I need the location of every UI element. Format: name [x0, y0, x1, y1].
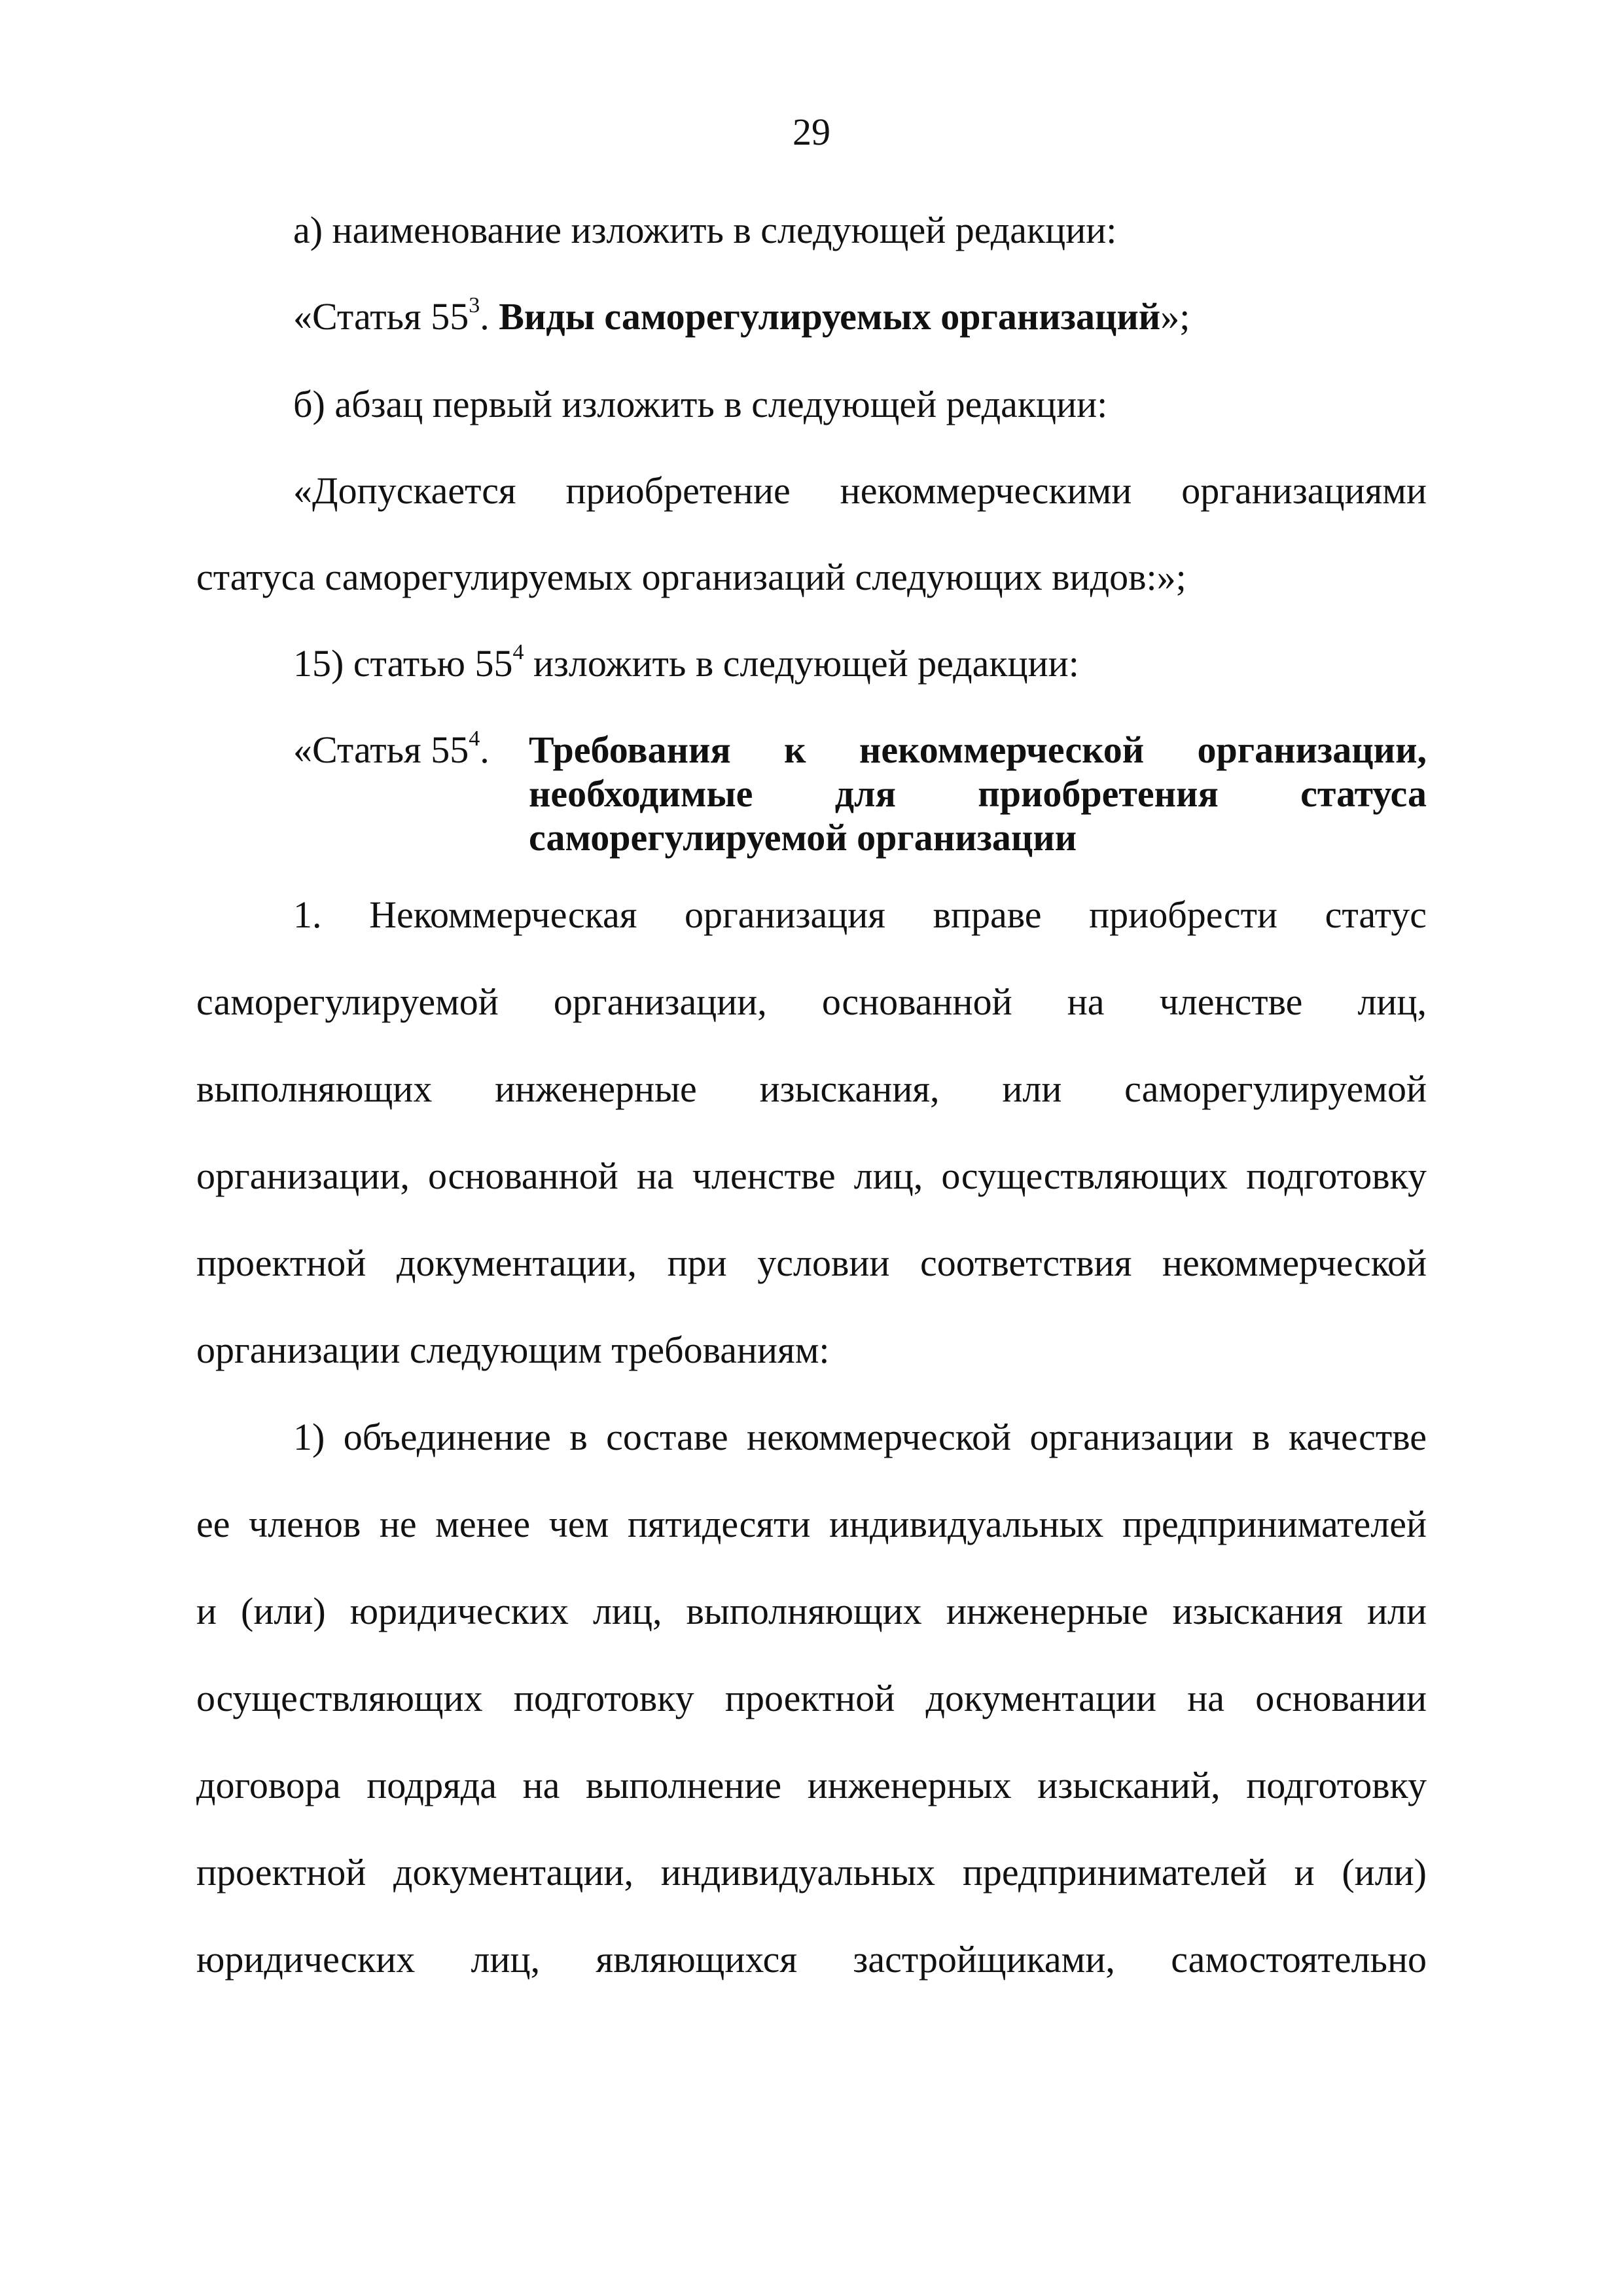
body-line: проектной документации, при условии соответствия некоммерческой: [196, 1242, 1427, 1284]
page-number: 29: [793, 111, 830, 153]
article-separator: .: [480, 295, 499, 338]
quoted-line-1: «Допускается приобретение некоммерческими организациями: [293, 469, 1427, 512]
article-55-3-heading: [293, 295, 1427, 338]
article-title: Виды саморегулируемых организаций: [499, 295, 1161, 338]
body-line: проектной документации, индивидуальных предпринимателей и (или): [196, 1851, 1427, 1893]
paragraph-15: 15) статью $55^4$ изложить в следующей редакции:: [293, 640, 1079, 685]
article-suffix: »;: [1160, 295, 1190, 338]
body-line: организации следующим требованиям:: [196, 1329, 830, 1371]
paragraph-b: б) абзац первый изложить в следующей редакции:: [293, 383, 1108, 425]
title-line: саморегулируемой организации: [529, 816, 1077, 859]
body-line: организации, основанной на членстве лиц, осуществляющих подготовку: [196, 1155, 1427, 1197]
body-line: юридических лиц, являющихся застройщиками, самостоятельно: [196, 1938, 1427, 1981]
article-55-4-title: [529, 728, 1427, 859]
body-line: и (или) юридических лиц, выполняющих инженерные изыскания или: [196, 1590, 1427, 1632]
title-line: необходимые для приобретения статуса: [529, 772, 1427, 815]
paragraph-a: а) наименование изложить в следующей редакции:: [293, 209, 1117, 251]
article-superscript: 4: [469, 726, 480, 751]
body-line: осуществляющих подготовку проектной документации на основании: [196, 1677, 1427, 1719]
body-line: 1) объединение в составе некоммерческой организации в качестве: [293, 1416, 1427, 1458]
body-line: ее членов не менее чем пятидесяти индивидуальных предпринимателей: [196, 1503, 1427, 1545]
quoted-line-2: статуса саморегулируемых организаций следующих видов:»;: [196, 556, 1186, 598]
title-line: Требования к некоммерческой организации,: [529, 728, 1427, 771]
body-line: 1. Некоммерческая организация вправе приобрести статус: [293, 893, 1427, 936]
superscript: 4: [512, 640, 524, 664]
body-line: договора подряда на выполнение инженерных изысканий, подготовку: [196, 1764, 1427, 1806]
article-55-4-label: «Статья $55^4$.: [293, 726, 490, 771]
body-line: саморегулируемой организации, основанной на членстве лиц,: [196, 980, 1427, 1023]
article-superscript: 3: [469, 293, 480, 317]
body-line: выполняющих инженерные изыскания, или саморегулируемой: [196, 1067, 1427, 1110]
article-prefix: «Статья 55: [293, 295, 469, 338]
